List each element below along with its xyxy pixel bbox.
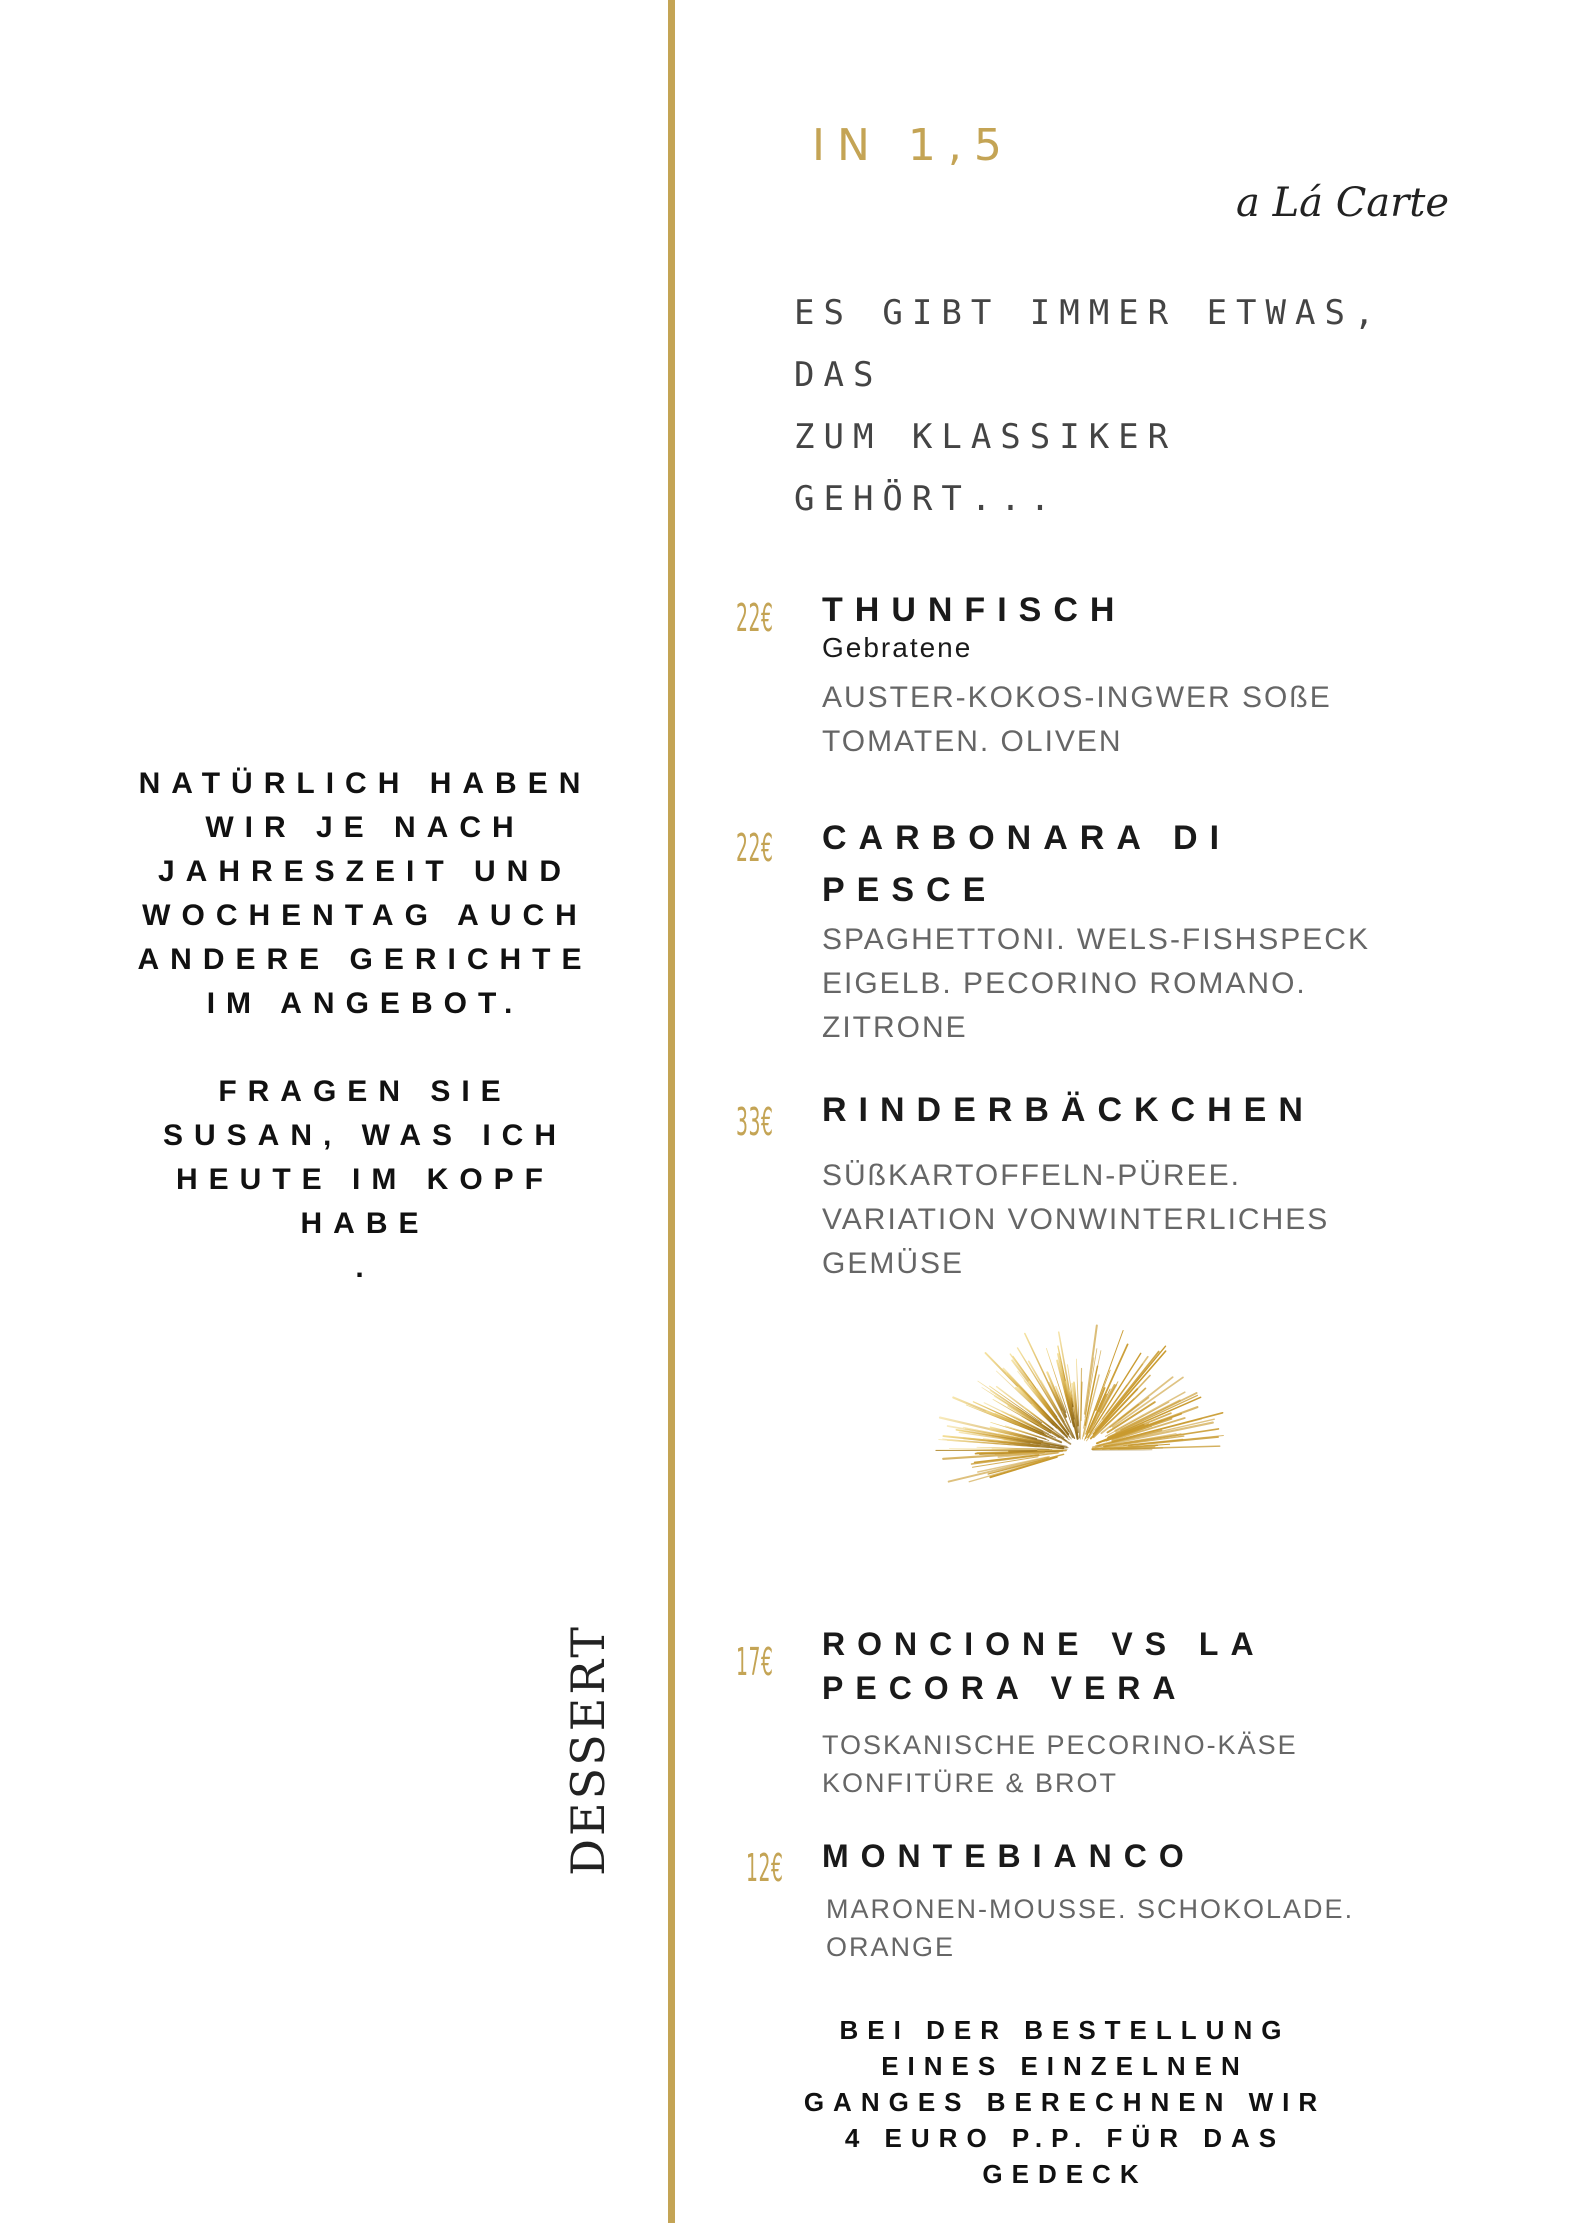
cover-charge-note <box>770 2012 1360 2192</box>
price-tag: 17€ <box>736 1640 774 1684</box>
menu-item-rinderbaeckchen <box>822 1084 1462 1286</box>
menu-item-thunfisch <box>822 584 1462 764</box>
item-description <box>822 918 1462 1050</box>
section-label-dessert <box>548 1620 628 1880</box>
side-note-line: HEUTE IM KOPF <box>175 1163 554 1196</box>
price-tag: 22€ <box>736 826 774 870</box>
side-note-line: NATÜRLICH HABEN <box>138 767 592 800</box>
cover-charge-line: 4 EURO P.P. FÜR DAS <box>844 2123 1286 2153</box>
menu-item-montebianco <box>822 1834 1462 1966</box>
item-name: THUNFISCH <box>822 591 1127 629</box>
item-description-line: MARONEN-MOUSSE. SCHOKOLADE. <box>826 1894 1355 1924</box>
section-label-text: DESSERT <box>561 1624 616 1876</box>
price-tag: 33€ <box>736 1100 774 1144</box>
burst-ray <box>1018 1387 1067 1437</box>
item-name: PECORA VERA <box>822 1670 1188 1706</box>
cover-charge-line: GANGES BERECHNEN WIR <box>803 2087 1327 2117</box>
item-name: CARBONARA DI <box>822 819 1232 857</box>
item-description-line: VARIATION VONWINTERLICHES <box>822 1203 1330 1236</box>
tagline <box>794 282 1414 530</box>
item-name: RONCIONE VS LA <box>822 1626 1266 1662</box>
item-description <box>822 1726 1462 1802</box>
item-description <box>826 1890 1462 1966</box>
menu-item-carbonara <box>822 812 1462 1050</box>
menu-subtitle: a Lá Carte <box>1236 180 1450 226</box>
price-tag: 12€ <box>746 1846 784 1890</box>
side-note-line: HABE <box>300 1207 430 1240</box>
side-note-line: WIR JE NACH <box>205 811 525 844</box>
item-name: PESCE <box>822 871 998 909</box>
gold-brush-burst-icon <box>930 1300 1230 1530</box>
tagline-line: ES GIBT IMMER ETWAS, DAS <box>794 293 1384 395</box>
side-note-line: IM ANGEBOT. <box>206 987 524 1020</box>
item-description-line: GEMÜSE <box>822 1247 965 1280</box>
item-description-line: AUSTER-KOKOS-INGWER SOßE <box>822 681 1332 714</box>
menu-item-roncione <box>822 1622 1462 1802</box>
item-description <box>822 1154 1462 1286</box>
cover-charge-line: GEDECK <box>982 2159 1148 2189</box>
item-description-line: ORANGE <box>826 1932 956 1962</box>
side-note-line: WOCHENTAG AUCH <box>142 899 588 932</box>
restaurant-name: IN 1,5 <box>812 120 1014 171</box>
item-description-line: TOMATEN. OLIVEN <box>822 725 1123 758</box>
side-note-paragraph <box>90 762 640 1026</box>
item-description-line: TOSKANISCHE PECORINO-KÄSE <box>822 1730 1298 1760</box>
side-note-line: . <box>355 1251 375 1284</box>
item-description-line: EIGELB. PECORINO ROMANO. <box>822 967 1307 1000</box>
tagline-line: ZUM KLASSIKER GEHÖRT... <box>794 417 1178 519</box>
side-note-line: JAHRESZEIT UND <box>157 855 573 888</box>
burst-ray <box>1113 1377 1183 1427</box>
item-description-line: SPAGHETTONI. WELS-FISHSPECK <box>822 923 1370 956</box>
side-note-line: SUSAN, WAS ICH <box>162 1119 568 1152</box>
item-name: MONTEBIANCO <box>822 1838 1196 1874</box>
item-subtitle: Gebratene <box>822 632 973 663</box>
side-note <box>90 762 640 1334</box>
side-note-paragraph <box>90 1070 640 1290</box>
center-divider <box>668 0 675 2223</box>
side-note-line: ANDERE GERICHTE <box>137 943 593 976</box>
item-description-line: KONFITÜRE & BROT <box>822 1768 1119 1798</box>
cover-charge-line: EINES EINZELNEN <box>881 2051 1249 2081</box>
burst-ray <box>1103 1357 1148 1419</box>
burst-ray <box>949 1458 1048 1482</box>
item-description-line: SÜßKARTOFFELN-PÜREE. <box>822 1159 1241 1192</box>
item-description-line: ZITRONE <box>822 1011 968 1044</box>
cover-charge-line: BEI DER BESTELLUNG <box>839 2015 1291 2045</box>
item-name: RINDERBÄCKCHEN <box>822 1091 1315 1129</box>
side-note-line: FRAGEN SIE <box>218 1075 512 1108</box>
item-description <box>822 676 1462 764</box>
price-tag: 22€ <box>736 596 774 640</box>
